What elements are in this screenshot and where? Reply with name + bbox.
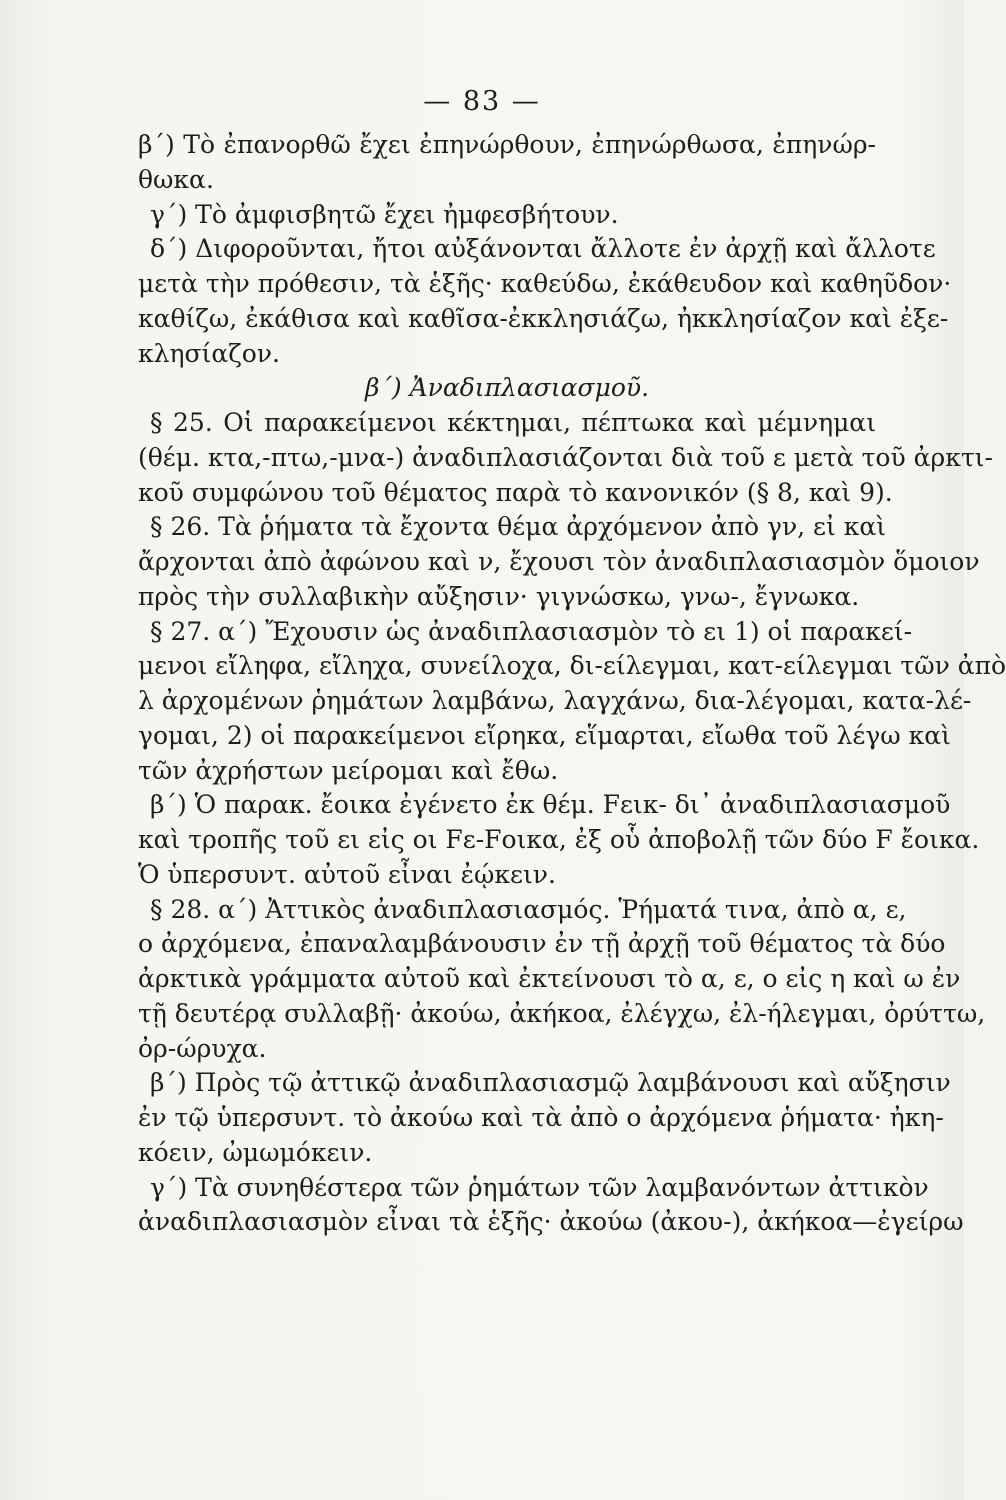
text-line: καὶ τροπῆς τοῦ ει εἰς οι Fε-Fοικα, ἐξ οὗ ἀποβολῇ τῶν δύο F ἔοικα. — [138, 825, 980, 854]
text-line: § 26. Τὰ ῥήματα τὰ ἔχοντα θέμα ἀρχόμενον ἀπὸ γν, εἰ καὶ — [150, 512, 887, 542]
text-line: κόειν, ὠμωμόκειν. — [138, 1137, 373, 1167]
text-line: δ΄) Διφοροῦνται, ἤτοι αὐξάνονται ἄλλοτε ἐν ἀρχῇ καὶ ἄλλοτε — [150, 234, 936, 264]
text-line: μετὰ τὴν πρόθεσιν, τὰ ἑξῆς· καθεύδω, ἐκάθευδον καὶ καθηῦδον· — [138, 269, 952, 298]
text-line: ο ἀρχόμενα, ἐπαναλαμβάνουσιν ἐν τῇ ἀρχῇ τοῦ θέματος τὰ δύο — [138, 929, 946, 959]
text-line: Ὁ ὑπερσυντ. αὐτοῦ εἶναι ἐῴκειν. — [138, 859, 556, 889]
text-line: πρὸς τὴν συλλαβικὴν αὔξησιν· γιγνώσκω, γνω-, ἔγνωκα. — [138, 581, 860, 611]
text-line: ὀρ-ώρυχα. — [138, 1033, 267, 1063]
text-line: τῇ δευτέρᾳ συλλαβῇ· ἀκούω, ἀκήκοα, ἐλέγχω, ἐλ-ήλεγμαι, ὀρύττω, — [138, 998, 986, 1028]
text-line: β΄) Ὁ παρακ. ἔοικα ἐγένετο ἐκ θέμ. Fεικ- δι᾽ ἀναδιπλασιασμοῦ — [150, 790, 951, 820]
text-line: κοῦ συμφώνου τοῦ θέματος παρὰ τὸ κανονικόν (§ 8, καὶ 9). — [138, 477, 893, 507]
text-line: τῶν ἀχρήστων μείρομαι καὶ ἔθω. — [138, 755, 559, 785]
text-line: λ ἀρχομένων ῥημάτων λαμβάνω, λαγχάνω, δια-λέγομαι, κατα-λέ- — [138, 686, 972, 715]
text-line: γ΄) Τὸ ἀμφισβητῶ ἔχει ἠμφεσβήτουν. — [150, 199, 619, 229]
text-line: θωκα. — [138, 164, 214, 194]
text-line: κλησίαζον. — [138, 338, 280, 368]
text-line: ἐν τῷ ὑπερσυντ. τὸ ἀκούω καὶ τὰ ἀπὸ ο ἀρχόμενα ῥήματα· ἠκη- — [138, 1103, 944, 1132]
text-line: β΄) Πρὸς τῷ ἀττικῷ ἀναδιπλασιασμῷ λαμβάνουσι καὶ αὔξησιν — [150, 1068, 951, 1098]
text-line: (θέμ. κτα,-πτω,-μνα-) ἀναδιπλασιάζονται διὰ τοῦ ε μετὰ τοῦ ἀρκτι- — [138, 442, 993, 472]
text-line: § 25. Οἱ παρακείμενοι κέκτημαι, πέπτωκα καὶ μέμνημαι — [150, 408, 876, 437]
section-heading: β΄) Ἀναδιπλασιασμοῦ. — [364, 373, 650, 403]
text-line: § 27. α΄) Ἔχουσιν ὡς ἀναδιπλασιασμὸν τὸ ει 1) οἱ παρακεί- — [150, 616, 913, 646]
text-line: ἀρκτικὰ γράμματα αὐτοῦ καὶ ἐκτείνουσι τὸ α, ε, ο εἰς η καὶ ω ἐν — [138, 964, 961, 993]
text-line: ἄρχονται ἀπὸ ἀφώνου καὶ ν, ἔχουσι τὸν ἀναδιπλασιασμὸν ὅμοιον — [138, 547, 980, 576]
text-line: καθίζω, ἐκάθισα καὶ καθῖσα-ἐκκλησιάζω, ἠκκλησίαζον καὶ ἐξε- — [138, 303, 949, 333]
page-number: — 83 — — [423, 86, 541, 117]
text-line: γομαι, 2) οἱ παρακείμενοι εἴρηκα, εἵμαρται, εἴωθα τοῦ λέγω καὶ — [138, 720, 951, 750]
text-line: γ΄) Τὰ συνηθέστερα τῶν ῥημάτων τῶν λαμβανόντων ἀττικὸν — [150, 1172, 929, 1202]
text-line: β΄) Τὸ ἐπανορθῶ ἔχει ἐπηνώρθουν, ἐπηνώρθωσα, ἐπηνώρ- — [138, 130, 876, 159]
body-text — [138, 128, 1006, 1240]
text-line: ἀναδιπλασιασμὸν εἶναι τὰ ἑξῆς· ἀκούω (ἀκου-), ἀκήκοα—ἐγείρω — [138, 1207, 964, 1237]
text-line: μενοι εἴληφα, εἴληχα, συνείλοχα, δι-είλεγμαι, κατ-είλεγμαι τῶν ἀπὸ — [138, 651, 1006, 681]
text-line: § 28. α΄) Ἀττικὸς ἀναδιπλασιασμός. Ῥήματά τινα, ἀπὸ α, ε, — [150, 894, 907, 924]
